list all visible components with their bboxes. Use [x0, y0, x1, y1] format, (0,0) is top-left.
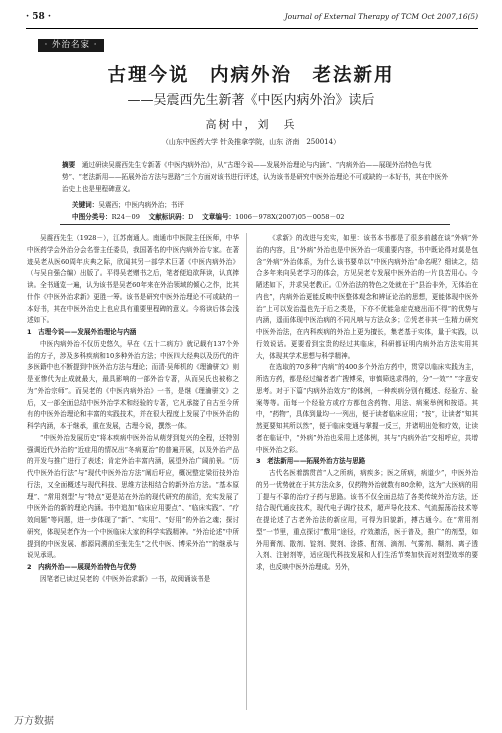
- paragraph: 吴震西先生（1928－），江苏南通人。南通市中医院主任医师，中华中医药学会外治分会名誉主任委员，我国著名的中医内病外治专家。在著迹吴老从医60周年庆典之际，欣闻其另一部学术巨著《中医内病外治》（与吴自强合编）出版了。平得吴老赠书之后，笔者便迫欲拜读，认真捧读。全书通览一遍，认为该书是吴老60年来在外治领域的倾心之作，比其什作《中医外治求新》更胜一筹。该书是研究中医外治理论不可或缺的一本好书，其在中医外治史上也应具有重要里程碑的意义。今将读后体会浅述如下。: [27, 234, 239, 325]
- abstract-label: 摘要: [62, 161, 76, 169]
- keywords-text: 吴震西；中医内病外治；书评: [98, 201, 185, 209]
- section-heading-2: 2 内病外治——展现外治特色与优势: [27, 563, 137, 571]
- article-id-label: 文章编号：: [202, 213, 236, 221]
- classification-line: [72, 211, 450, 221]
- paragraph: 中医内病外治不仅历史悠久，早在《五十二病方》就记载有137个外治的方子，涉及多科疾病和10多种外治方法；中医四大经典以及历代的许多医籍中也不断提到中医外治方法与理论；而清·吴师机的《理瀹骈文》则是亚惨代为止成就最大，最具影响的一部外治专著，从而吴氏也被称之为“外治宗师”。而吴老的《中医内病外治》一书，是继《理瀹骈文》之后，又一部全面总结中医外治学术和经验的专著，它凡承接了自古至今所有的中医外治理论和丰富的实践技术，并在很大程度上发展了中医外治的科学内涵，本于继承，重在发展，古理今说，撰然一体。: [27, 339, 239, 430]
- abstract-text: 通过研读吴震西先生专新著《中医内病外治》，从“古理今说——发展外治理论与内涵”、“内病外治——展现外治特色与优势”、“老法新用——拓展外治方法与思路”三个方面对该书进行评述，认为该书是研究中医外治理论不可或缺的一本好书，其在中医外治史上也是里程碑意义。: [62, 161, 448, 193]
- section-badge: · 外治名家 ·: [38, 39, 104, 52]
- paragraph: “中医外治发展历史”将本疾病中医外治从萌芽到复兴的全程，还特别强调近代外治的“近症用的情况出“冬病夏治”的普遍开展，以及外治产品的开发与推广进行了表述；肯定外治丰富内涵，展望外治广阔前景。“历代中医外治行法”与“现代中医外治方法”阐后吁应，概况整定梁衍技外治行法，又全面概述与现代科技、思维方法相结合的新外治方法。“基本原理”、“常用剂型”与“特点”更是站在外治的现代研究的前沿，充实发展了中医外治的新的理论内涵。书中追加“临床应用要点”、“临床实践”、“疗效间题”等问题，进一步体现了“新”、“实用”、“好用”的外治之魂；探讨研究，体现吴老作为一个中医临床大家的科学实践精神。“外治论述”中所提到的中医发展、都源同溯前至张先生”之代中医、博采外治“”的继承与说见承讯。: [27, 433, 239, 560]
- section-heading-1: 1 古理今说——发展外治理论与内涵: [27, 328, 137, 336]
- paragraph: 因笔者已读过吴老的《中医外治求新》一书，故阅诵该书是: [40, 574, 211, 583]
- header-rule: [60, 224, 450, 225]
- article-subtitle: ——吴震西先生新著《中医内病外治》读后: [127, 93, 375, 108]
- author-affiliation: （山东中医药大学 针灸推拿学院，山东 济南 250014）: [161, 138, 341, 146]
- keywords-label: 关键词：: [72, 201, 99, 209]
- article-id-value: 1006－978X(2007)05－0058－02: [235, 213, 345, 221]
- watermark-footer: 万方数据: [14, 716, 54, 727]
- column-divider: [246, 233, 247, 710]
- paragraph: 古代名医着鹊贯首“人之所病，病疾多；医之所病，病道少”，中医外治的另一优势就在于其方法众多，仅药物外治就数有80余种，这为“大医病的用丁提与不靠的治疗子药与思路。该书不仅全面总结了各类传统外治方法，还结合现代通皮技术，现代电子调疗技术，超声导化技术、气流振荡治技术等在提论述了古老外治法的新应用，可得为旧貌新，搏古通今。在“常用剂型”一节里，重点探讨“敷用”途径，疗效激活，医于普及，推广”的剂型，如外用膏剂、散剂、锭剂、熨剂、涂搽、酊剂、滴剂、气雾剂、糊剂、离子透入剂、注射剂等，适应现代科技发展和人们生活节奏加快而对剂型效率的要求，也反映中医外治理成。另外，: [256, 469, 478, 571]
- journal-citation: Journal of External Therapy of TCM Oct 2007,16(5): [284, 12, 478, 21]
- clc-value: R24－09: [111, 213, 140, 221]
- article-authors: 高树中，刘 兵: [205, 118, 297, 131]
- clc-label: 中图分类号：: [72, 213, 112, 221]
- right-column: [256, 233, 478, 710]
- page-number: · 58 ·: [26, 12, 52, 22]
- paragraph: 在选取的70多种“内病”的400多个外治方药中，贯穿以临床实践为主，所选方药，都是经过编者者广搜博采，审慎筛选求得的，分“一效”“ ”字意安思考。对于下篇“内病外治效方”的体例，一种疾病分别有概述、经验方、验案等等。而每一个经验方或疗方都包含药物、用法、病案举例和按语。其中，“药物”，具体到量均一一列出，便于读者临床应用；“按”，让读者“知其然更要知其所以然”，便于临床变通与掌握一反三，并诸明出处和疗效，让读者在临证中，“外病”外治也采用上述体例，其与“内病外治”交相呼应，共增中医外治之彩。: [256, 363, 478, 454]
- paragraph: 《求新》的改进与充实，如里：该书本书都是了很多前越在谈“外病”外治的内容，且“外病”外治也是中医外治一项重要内容，书中既论得对莫是包含“外病”外治体系，为什么该书要单以“中医内病外治”命名呢？细读之，结合多年来向吴老学习的体会，方见吴老专发展中医外治的一片良苦用心。今陋述如下，并求吴老教正。①外治法的特色之处就在于“县治非外，无体治在内也”，内病外治更能反映中医整体观念和辨证论治的思想，更能体现中医外治“上可以发治温也先于后之类是，下亦不优能急症克疲出而不得”的优势与内涵，遥而体现中医治病的不同凡响与方法众多；②凭老非其一生精力研究中医外治法，在内科疾病的外治上更为擅长，集老基于实体，量于实践，以行效说话。更要看到宝贵的经过其临床，科研都证明内病外治方法实用其大，体现其学术思想与科学精神。: [256, 234, 478, 360]
- abstract: [62, 159, 450, 195]
- article-title: 古理今说 内病外治 老法新用: [107, 65, 395, 86]
- left-column: [27, 233, 239, 710]
- running-header: [26, 10, 478, 29]
- keywords: [72, 199, 450, 209]
- doc-code-label: 文献标识码：: [148, 213, 189, 221]
- doc-code-value: D: [188, 213, 194, 221]
- section-heading-3: 3 老法新用——拓展外治方法与思路: [256, 457, 366, 466]
